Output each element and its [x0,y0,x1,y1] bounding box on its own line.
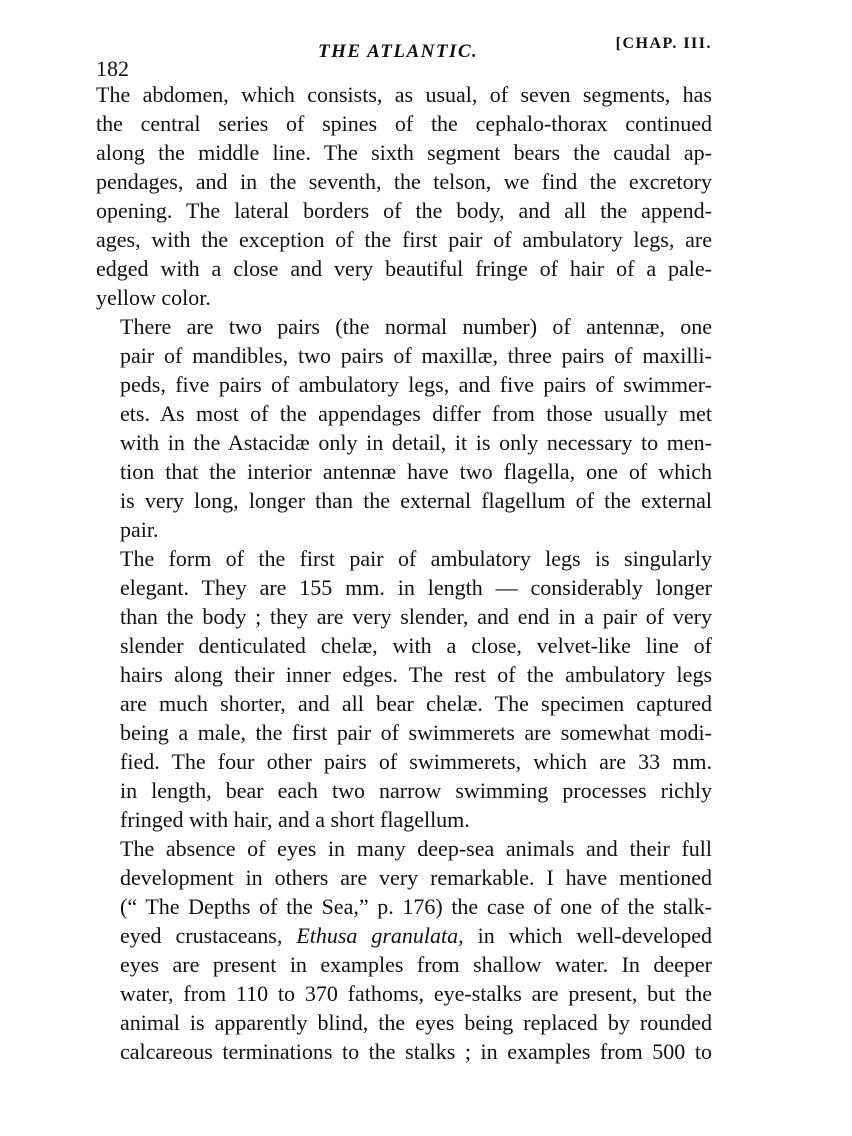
running-head: THE ATLANTIC. [318,41,479,62]
text-line: elegant. They are 155 mm. in length — considerably longer [120,575,712,600]
paragraph-ambulatory-legs [96,544,712,834]
text-line: fringed with hair, and a short flagellum. [120,807,470,832]
text-line: pendages, and in the seventh, the telson, we find the excretory [96,169,712,194]
text-line: along the middle line. The sixth segment bears the caudal ap- [96,140,712,165]
text-line: ets. As most of the appendages differ from those usually met [120,401,712,426]
text-line: hairs along their inner edges. The rest of the ambulatory legs [120,662,712,687]
text-line: peds, five pairs of ambulatory legs, and five pairs of swimmer- [120,372,712,397]
page-number: 182 [96,56,129,81]
text-line: pair. [120,517,159,542]
text-line: slender denticulated chelæ, with a close, velvet-like line of [120,633,712,658]
text-line: (“ The Depths of the Sea,” p. 176) the case of one of the stalk- [120,894,712,919]
text-line: water, from 110 to 370 fathoms, eye-stalks are present, but the [120,981,712,1006]
text-line: is very long, longer than the external flagellum of the external [120,488,712,513]
text-line: with in the Astacidæ only in detail, it is only necessary to men- [120,430,712,455]
text-line: in length, bear each two narrow swimming processes richly [120,778,712,803]
text-line: tion that the interior antennæ have two flagella, one of which [120,459,712,484]
chapter-label: [CHAP. III. [615,35,712,52]
line-segment: in which well-developed [463,923,712,948]
text-line: pair of mandibles, two pairs of maxillæ, three pairs of maxilli- [120,343,712,368]
text-line: than the body ; they are very slender, and end in a pair of very [120,604,712,629]
text-line: ages, with the exception of the first pair of ambulatory legs, are [96,227,712,252]
text-line: The absence of eyes in many deep-sea animals and their full [120,836,712,861]
text-line: calcareous terminations to the stalks ; in examples from 500 to [120,1039,712,1064]
text-line: being a male, the first pair of swimmerets are somewhat modi- [120,720,712,745]
body-text [96,80,712,1066]
text-line: animal is apparently blind, the eyes being replaced by rounded [120,1010,712,1035]
text-line: eyes are present in examples from shallow water. In deeper [120,952,712,977]
text-line: The form of the first pair of ambulatory legs is singularly [120,546,712,571]
page-header [96,36,716,80]
species-name: Ethusa granulata, [296,923,464,948]
text-line: opening. The lateral borders of the body, and all the append- [96,198,712,223]
paragraph-eyes [96,834,712,1066]
line-segment: eyed crustaceans, [120,923,297,948]
text-line: yellow color. [96,285,211,310]
text-line: edged with a close and very beautiful fringe of hair of a pale- [96,256,712,281]
text-line: There are two pairs (the normal number) of antennæ, one [120,314,712,339]
text-line: fied. The four other pairs of swimmerets, which are 33 mm. [120,749,712,774]
paragraph-abdomen [96,80,712,312]
text-line: development in others are very remarkable. I have mentioned [120,865,712,890]
paragraph-antennae [96,312,712,544]
text-line-with-italic [96,921,712,950]
text-line: The abdomen, which consists, as usual, of seven segments, has [96,82,712,107]
text-line: are much shorter, and all bear chelæ. The specimen captured [120,691,712,716]
text-line: the central series of spines of the cephalo-thorax continued [96,111,712,136]
